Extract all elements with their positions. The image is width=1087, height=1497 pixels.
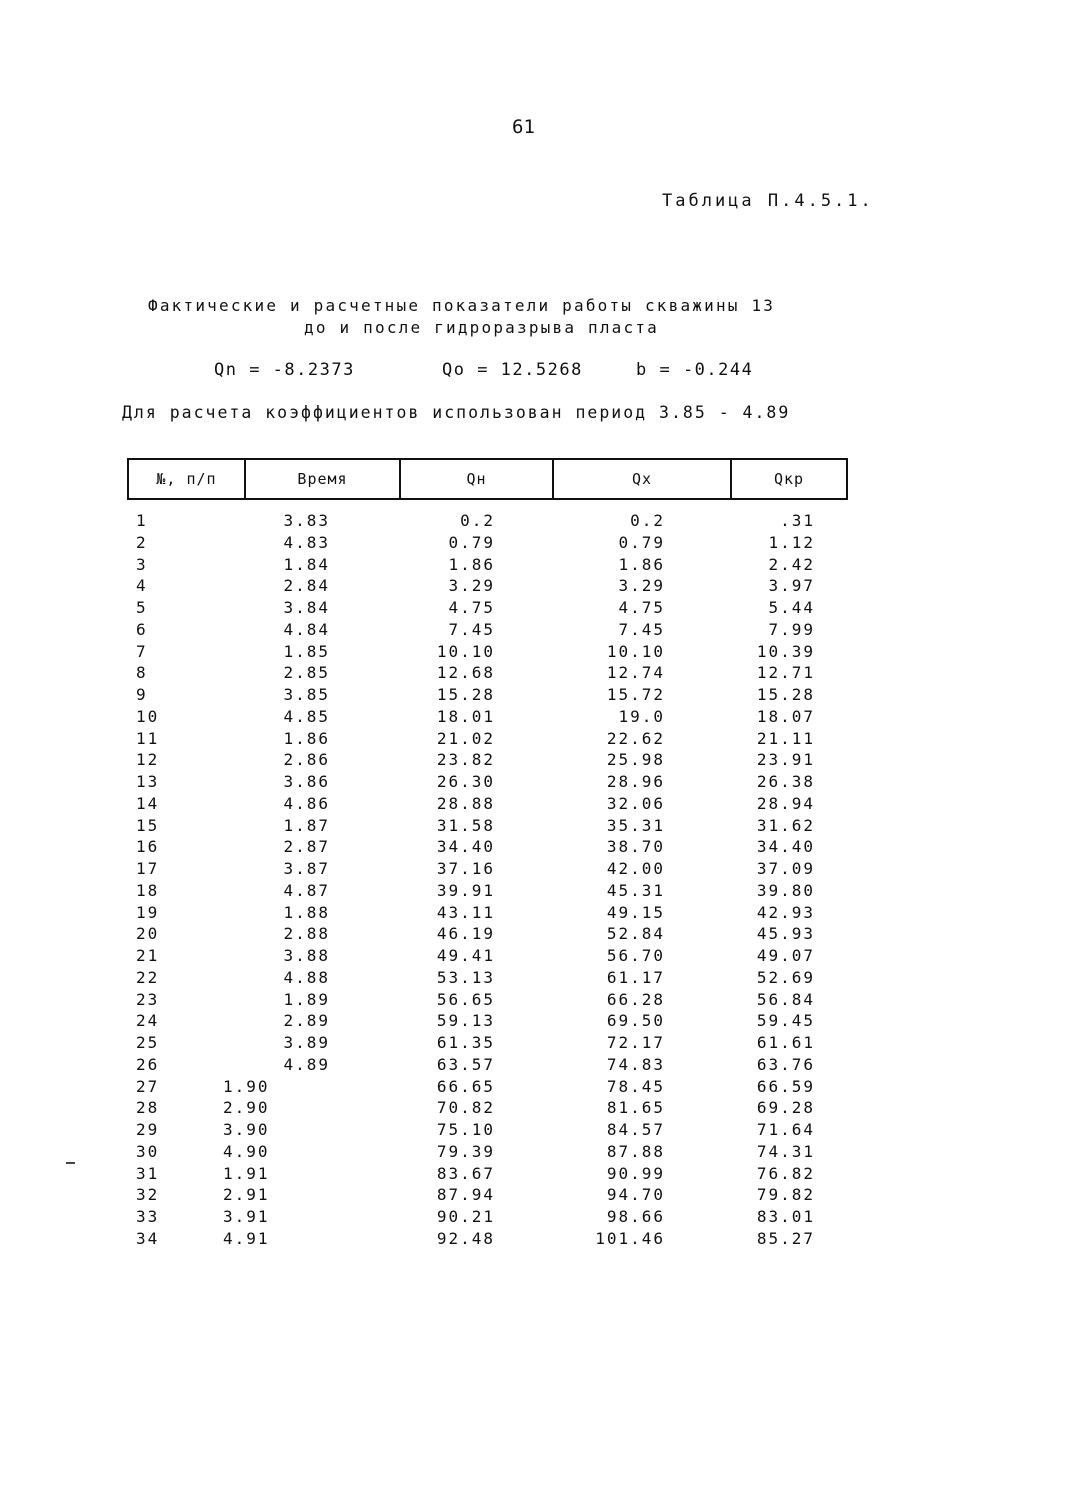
cell-qkr: 83.01: [756, 1207, 815, 1226]
cell-qn: 53.13: [436, 967, 495, 987]
table-row: [128, 989, 847, 1011]
table-row: [128, 793, 847, 815]
cell-qn: 92.48: [436, 1228, 495, 1248]
table-row: [128, 836, 847, 858]
cell-time-value: 2.90: [223, 1098, 270, 1118]
cell-time: 3.87: [283, 859, 330, 878]
cell-row-number: 4: [136, 576, 148, 596]
cell-qkr: 21.11: [756, 728, 815, 748]
cell-qn: 39.91: [436, 880, 495, 900]
cell-row-number: 31: [136, 1163, 160, 1183]
header-row-number: №, п/п: [128, 459, 245, 499]
cell-qkr: 39.80: [756, 880, 815, 900]
cell-row-number: 14: [136, 793, 160, 813]
cell-time: [223, 1206, 400, 1228]
cell-qn: 7.45: [448, 619, 495, 639]
cell-row-number: 34: [136, 1228, 160, 1248]
cell-time: 1.84: [283, 554, 330, 574]
cell-qkr: 63.76: [756, 1054, 815, 1074]
cell-qx: 32.06: [606, 793, 665, 813]
cell-row-number: 9: [136, 685, 148, 704]
cell-row-number: 23: [136, 989, 160, 1009]
cell-qn: 87.94: [436, 1185, 495, 1205]
cell-time: 4.83: [283, 532, 330, 552]
table-row: [128, 728, 847, 750]
table-row: [128, 1141, 847, 1163]
cell-row-number: 16: [136, 837, 160, 857]
cell-qkr: 37.09: [756, 859, 815, 878]
cell-row-number: 11: [136, 728, 160, 748]
cell-qkr: 31.62: [756, 815, 815, 835]
cell-row-number: 17: [136, 859, 160, 878]
cell-qx: 7.45: [618, 619, 665, 639]
cell-qx: 3.29: [618, 576, 665, 596]
cell-qn: 46.19: [436, 924, 495, 944]
table-row: [128, 1228, 847, 1250]
coefficient-qo: Qo = 12.5268: [442, 360, 583, 380]
cell-qn: 12.68: [436, 663, 495, 683]
cell-qn: 90.21: [436, 1207, 495, 1226]
table-row: [128, 1119, 847, 1141]
cell-qkr: 69.28: [756, 1098, 815, 1118]
table-row: [128, 902, 847, 924]
table-row: [128, 706, 847, 728]
cell-qn: 61.35: [436, 1033, 495, 1052]
cell-qx: 87.88: [606, 1141, 665, 1161]
cell-qx: 94.70: [606, 1185, 665, 1205]
cell-qx: 22.62: [606, 728, 665, 748]
cell-qx: 45.31: [606, 880, 665, 900]
cell-qn: 34.40: [436, 837, 495, 857]
cell-qx: 12.74: [606, 663, 665, 683]
table-title-line-1: Фактические и расчетные показатели работы скважины 13: [148, 296, 776, 315]
cell-row-number: 2: [136, 532, 148, 552]
cell-time: 4.87: [283, 880, 330, 900]
cell-qn: 31.58: [436, 815, 495, 835]
table-row: [128, 684, 847, 706]
cell-qkr: 15.28: [756, 685, 815, 704]
cell-time-value: 4.90: [223, 1141, 270, 1161]
cell-row-number: 33: [136, 1207, 160, 1226]
cell-qx: 101.46: [595, 1228, 665, 1248]
cell-time: 2.89: [283, 1011, 330, 1031]
cell-row-number: 26: [136, 1054, 160, 1074]
cell-qkr: 2.42: [768, 554, 815, 574]
cell-qn: 37.16: [436, 859, 495, 878]
cell-qkr: 1.12: [768, 532, 815, 552]
cell-qx: 72.17: [606, 1033, 665, 1052]
cell-qn: 70.82: [436, 1098, 495, 1118]
cell-row-number: 28: [136, 1098, 160, 1118]
cell-qn: 0.2: [460, 511, 495, 530]
well-performance-table: [127, 458, 848, 1250]
cell-qn: 59.13: [436, 1011, 495, 1031]
cell-qn: 4.75: [448, 598, 495, 617]
cell-row-number: 8: [136, 663, 148, 683]
cell-row-number: 5: [136, 598, 148, 617]
cell-qkr: 10.39: [756, 641, 815, 661]
cell-qkr: 23.91: [756, 750, 815, 770]
cell-time: 1.87: [283, 815, 330, 835]
cell-time: 3.85: [283, 685, 330, 704]
table-row: [128, 1206, 847, 1228]
table-row: [128, 499, 847, 532]
cell-qkr: 7.99: [768, 619, 815, 639]
cell-time: [223, 1119, 400, 1141]
cell-time: [223, 1076, 400, 1098]
cell-time-value: 3.91: [223, 1207, 270, 1226]
cell-qn: 0.79: [448, 532, 495, 552]
cell-qn: 3.29: [448, 576, 495, 596]
cell-qx: 61.17: [606, 967, 665, 987]
cell-time: 3.88: [283, 946, 330, 965]
cell-qkr: 85.27: [756, 1228, 815, 1248]
table-row: [128, 1097, 847, 1119]
cell-qkr: 26.38: [756, 772, 815, 791]
cell-qkr: 66.59: [756, 1076, 815, 1096]
cell-qn: 1.86: [448, 554, 495, 574]
cell-qn: 23.82: [436, 750, 495, 770]
cell-qx: 25.98: [606, 750, 665, 770]
cell-qn: 83.67: [436, 1163, 495, 1183]
cell-qx: 90.99: [606, 1163, 665, 1183]
cell-time: 3.83: [283, 511, 330, 530]
table-row: [128, 858, 847, 880]
cell-qkr: 49.07: [756, 946, 815, 965]
cell-time: 2.88: [283, 924, 330, 944]
cell-qkr: 74.31: [756, 1141, 815, 1161]
header-qx: Qх: [553, 459, 731, 499]
cell-qkr: 56.84: [756, 989, 815, 1009]
cell-row-number: 25: [136, 1033, 160, 1052]
cell-row-number: 22: [136, 967, 160, 987]
cell-time: 2.84: [283, 576, 330, 596]
cell-qn: 66.65: [436, 1076, 495, 1096]
cell-time: 4.88: [283, 967, 330, 987]
cell-qkr: 12.71: [756, 663, 815, 683]
cell-row-number: 21: [136, 946, 160, 965]
cell-qx: 78.45: [606, 1076, 665, 1096]
cell-row-number: 24: [136, 1011, 160, 1031]
cell-time: [223, 1163, 400, 1185]
cell-qkr: .31: [780, 511, 815, 530]
cell-qn: 79.39: [436, 1141, 495, 1161]
table-row: [128, 1054, 847, 1076]
coefficient-b: b = -0.244: [636, 360, 754, 380]
cell-qkr: 52.69: [756, 967, 815, 987]
table-row: [128, 967, 847, 989]
cell-time-value: 1.90: [223, 1076, 270, 1096]
cell-time: [223, 1097, 400, 1119]
table-row: [128, 749, 847, 771]
cell-time: 1.89: [283, 989, 330, 1009]
cell-time: 4.85: [283, 706, 330, 726]
table-row: [128, 1076, 847, 1098]
cell-qx: 69.50: [606, 1011, 665, 1031]
cell-qx: 0.2: [630, 511, 665, 530]
cell-time: 4.84: [283, 619, 330, 639]
cell-time: 2.86: [283, 750, 330, 770]
cell-time: [223, 1228, 400, 1250]
cell-row-number: 29: [136, 1120, 160, 1139]
calculation-period-note: Для расчета коэффициентов использован период 3.85 - 4.89: [122, 403, 791, 422]
cell-qx: 66.28: [606, 989, 665, 1009]
cell-qkr: 59.45: [756, 1011, 815, 1031]
cell-row-number: 3: [136, 554, 148, 574]
cell-time-value: 3.90: [223, 1120, 270, 1139]
cell-qn: 10.10: [436, 641, 495, 661]
cell-qkr: 3.97: [768, 576, 815, 596]
cell-time: 2.85: [283, 663, 330, 683]
cell-qx: 4.75: [618, 598, 665, 617]
cell-qkr: 71.64: [756, 1120, 815, 1139]
cell-qx: 74.83: [606, 1054, 665, 1074]
cell-qx: 49.15: [606, 902, 665, 922]
cell-time: [223, 1184, 400, 1206]
table-row: [128, 1010, 847, 1032]
cell-qkr: 42.93: [756, 902, 815, 922]
cell-qn: 26.30: [436, 772, 495, 791]
table-row: [128, 1184, 847, 1206]
cell-row-number: 19: [136, 902, 160, 922]
cell-qx: 56.70: [606, 946, 665, 965]
cell-time-value: 1.91: [223, 1163, 270, 1183]
header-qn: Qн: [400, 459, 553, 499]
cell-qn: 75.10: [436, 1120, 495, 1139]
cell-qkr: 5.44: [768, 598, 815, 617]
cell-time: 3.84: [283, 598, 330, 617]
table-label: Таблица П.4.5.1.: [662, 191, 874, 211]
cell-row-number: 10: [136, 706, 160, 726]
cell-qn: 49.41: [436, 946, 495, 965]
cell-qx: 84.57: [606, 1120, 665, 1139]
table-title-line-2: до и после гидроразрыва пласта: [304, 318, 659, 337]
cell-row-number: 13: [136, 772, 160, 791]
cell-row-number: 30: [136, 1141, 160, 1161]
table-row: [128, 1032, 847, 1054]
cell-row-number: 15: [136, 815, 160, 835]
cell-qkr: 28.94: [756, 793, 815, 813]
cell-time: 4.89: [283, 1054, 330, 1074]
table-row: [128, 662, 847, 684]
cell-qx: 28.96: [606, 772, 665, 791]
page-number: 61: [512, 116, 535, 138]
cell-qkr: 76.82: [756, 1163, 815, 1183]
header-time: Время: [245, 459, 400, 499]
cell-qn: 21.02: [436, 728, 495, 748]
table-row: [128, 532, 847, 554]
cell-qx: 19.0: [618, 706, 665, 726]
cell-qn: 43.11: [436, 902, 495, 922]
cell-row-number: 1: [136, 511, 148, 530]
cell-row-number: 18: [136, 880, 160, 900]
cell-time: 2.87: [283, 837, 330, 857]
table-row: [128, 619, 847, 641]
cell-row-number: 32: [136, 1185, 160, 1205]
table-row: [128, 1163, 847, 1185]
cell-qkr: 79.82: [756, 1185, 815, 1205]
cell-qn: 28.88: [436, 793, 495, 813]
cell-qn: 15.28: [436, 685, 495, 704]
cell-row-number: 6: [136, 619, 148, 639]
cell-row-number: 20: [136, 924, 160, 944]
cell-time: 4.86: [283, 793, 330, 813]
cell-qx: 0.79: [618, 532, 665, 552]
cell-qn: 18.01: [436, 706, 495, 726]
cell-row-number: 12: [136, 750, 160, 770]
table-row: [128, 597, 847, 619]
cell-time: [223, 1141, 400, 1163]
cell-qkr: 18.07: [756, 706, 815, 726]
cell-qkr: 45.93: [756, 924, 815, 944]
cell-qx: 1.86: [618, 554, 665, 574]
cell-qx: 98.66: [606, 1207, 665, 1226]
cell-qx: 38.70: [606, 837, 665, 857]
cell-qx: 52.84: [606, 924, 665, 944]
cell-qx: 81.65: [606, 1098, 665, 1118]
cell-time-value: 2.91: [223, 1185, 270, 1205]
cell-qx: 10.10: [606, 641, 665, 661]
cell-qn: 56.65: [436, 989, 495, 1009]
cell-row-number: 7: [136, 641, 148, 661]
table-header-row: [128, 459, 847, 499]
table-row: [128, 641, 847, 663]
cell-qx: 35.31: [606, 815, 665, 835]
table-row: [128, 945, 847, 967]
table-body: [128, 499, 847, 1250]
table-row: [128, 554, 847, 576]
cell-time: 1.85: [283, 641, 330, 661]
table-row: [128, 771, 847, 793]
cell-time: 1.88: [283, 902, 330, 922]
cell-qkr: 34.40: [756, 837, 815, 857]
cell-time-value: 4.91: [223, 1228, 270, 1248]
cell-qn: 63.57: [436, 1054, 495, 1074]
coefficient-qn: Qn = -8.2373: [214, 360, 355, 380]
cell-time: 3.89: [283, 1033, 330, 1052]
cell-time: 1.86: [283, 728, 330, 748]
cell-row-number: 27: [136, 1076, 160, 1096]
cell-qx: 15.72: [606, 685, 665, 704]
table-row: [128, 880, 847, 902]
table-row: [128, 575, 847, 597]
cell-qx: 42.00: [606, 859, 665, 878]
margin-mark: [66, 1162, 75, 1164]
table-row: [128, 815, 847, 837]
cell-qkr: 61.61: [756, 1033, 815, 1052]
cell-time: 3.86: [283, 772, 330, 791]
table-row: [128, 923, 847, 945]
header-qkr: Qкр: [731, 459, 847, 499]
